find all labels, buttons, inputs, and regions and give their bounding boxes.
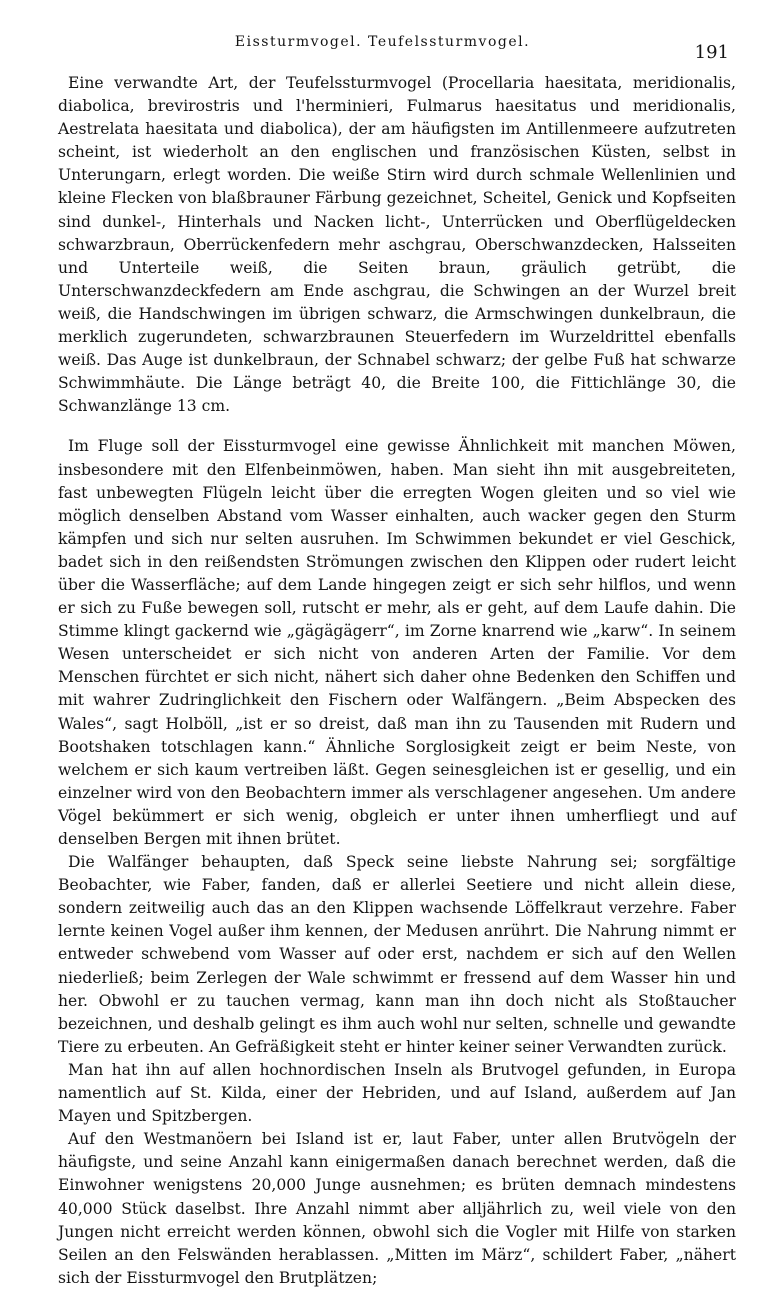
paragraph-species-description: Eine verwandte Art, der Teufelssturmvogel (Procellaria haesitata, meridionalis, diabolica, brevirostris und l'herminieri, Fulmarus haesitatus und meridionalis, Aestrelata haesitata und diabolica), der am häufigsten im Antillenmeere aufzutreten scheint, ist wiederholt an den englischen und französischen Küsten, selbst in Unterungarn, erlegt worden. Die weiße Stirn wird durch schmale Wellenlinien und kleine Flecken von blaßbrauner Färbung gezeichnet, Scheitel, Genick und Kopfseiten sind dunkel-, Hinterhals und Nacken licht-, Unterrücken und Oberflügeldecken schwarzbraun, Oberrückenfedern mehr aschgrau, Oberschwanzdecken, Halsseiten und Unterteile weiß, die Seiten braun, gräulich getrübt, die Unterschwanzdeckfedern am Ende aschgrau, die Schwingen an der Wurzel breit weiß, die Handschwingen im übrigen schwarz, die Armschwingen dunkelbraun, die merklich zugerundeten, schwarzbraunen Steuerfedern im Wurzeldrittel ebenfalls weiß. Das Auge ist dunkelbraun, der Schnabel schwarz; der gelbe Fuß hat schwarze Schwimmhäute. Die Länge beträgt 40, die Breite 100, die Fittichlänge 30, die Schwanzlänge 13 cm. (58, 74, 736, 416)
running-head: Eissturmvogel. Teufelssturmvogel. (234, 34, 531, 50)
page-number: 191 (694, 42, 729, 63)
paragraph-distribution: Man hat ihn auf allen hochnordischen Inseln als Brutvogel gefunden, in Europa namentlich auf St. Kilda, einer der Hebriden, und auf Island, außerdem auf Jan Mayen und Spitzbergen. (58, 1060, 736, 1126)
paragraph-flight-behavior: Im Fluge soll der Eissturmvogel eine gewisse Ähnlichkeit mit manchen Möwen, insbesondere mit den Elfenbeinmöwen, haben. Man sieht ihn mit ausgebreiteten, fast unbewegten Flügeln leicht über die erregten Wogen gleiten und so viel wie möglich denselben Abstand vom Wasser einhalten, auch wacker gegen den Sturm kämpfen und sich nur selten ausruhen. Im Schwimmen bekundet er viel Geschick, badet sich in den reißendsten Strömungen zwischen den Klippen oder rudert leicht über die Wasserfläche; auf dem Lande hingegen zeigt er sich sehr hilflos, und wenn er sich zu Fuße bewegen soll, rutscht er mehr, als er geht, auf dem Laufe dahin. Die Stimme klingt gackernd wie „gägägägerr“, im Zorne knarrend wie „karw“. In seinem Wesen unterscheidet er sich nicht von anderen Arten der Familie. Vor dem Menschen fürchtet er sich nicht, nähert sich daher ohne Bedenken den Schiffen und mit wahrer Zudringlichkeit den Fischern oder Walfängern. „Beim Abspecken des Wales“, sagt Holböll, „ist er so dreist, daß man ihn zu Tausenden mit Rudern und Bootshaken totschlagen kann.“ Ähnliche Sorglosigkeit zeigt er beim Neste, von welchem er sich kaum vertreiben läßt. Gegen seinesgleichen ist er gesellig, und ein einzelner wird von den Beobachtern immer als verschlagener angesehen. Um andere Vögel bekümmert er sich wenig, obgleich er unter ihnen umherfliegt und auf denselben Bergen mit ihnen brütet. (58, 437, 736, 848)
paragraph-westman-islands: Auf den Westmanöern bei Island ist er, laut Faber, unter allen Brutvögeln der häufigste, und seine Anzahl kann einigermaßen danach berechnet werden, daß die Einwohner wenigstens 20,000 Junge ausnehmen; es brüten demnach mindestens 40,000 Stück daselbst. Ihre Anzahl nimmt aber alljährlich zu, weil viele von den Jungen nicht erreicht werden können, obwohl sich die Vogler mit Hilfe von starken Seilen an den Felswänden herablassen. „Mitten im März“, schildert Faber, „nähert sich der Eissturmvogel den Brutplätzen; (58, 1130, 736, 1287)
paragraph-diet: Die Walfänger behaupten, daß Speck seine liebste Nahrung sei; sorgfältige Beobachter, wie Faber, fanden, daß er allerlei Seetiere und nicht allein diese, sondern zeitweilig auch das an den Klippen wachsende Löffelkraut verzehre. Faber lernte keinen Vogel außer ihm kennen, der Medusen anrührt. Die Nahrung nimmt er entweder schwebend vom Wasser auf oder erst, nachdem er sich auf den Wellen niederließ; beim Zerlegen der Wale schwimmt er fressend auf dem Wasser hin und her. Obwohl er zu tauchen vermag, kann man ihn doch nicht als Stoßtaucher bezeichnen, und deshalb gelingt es ihm auch wohl nur selten, schnelle und gewandte Tiere zu erbeuten. An Gefräßigkeit steht er hinter keiner seiner Verwandten zurück. (58, 853, 736, 1056)
body-text (58, 72, 736, 1290)
